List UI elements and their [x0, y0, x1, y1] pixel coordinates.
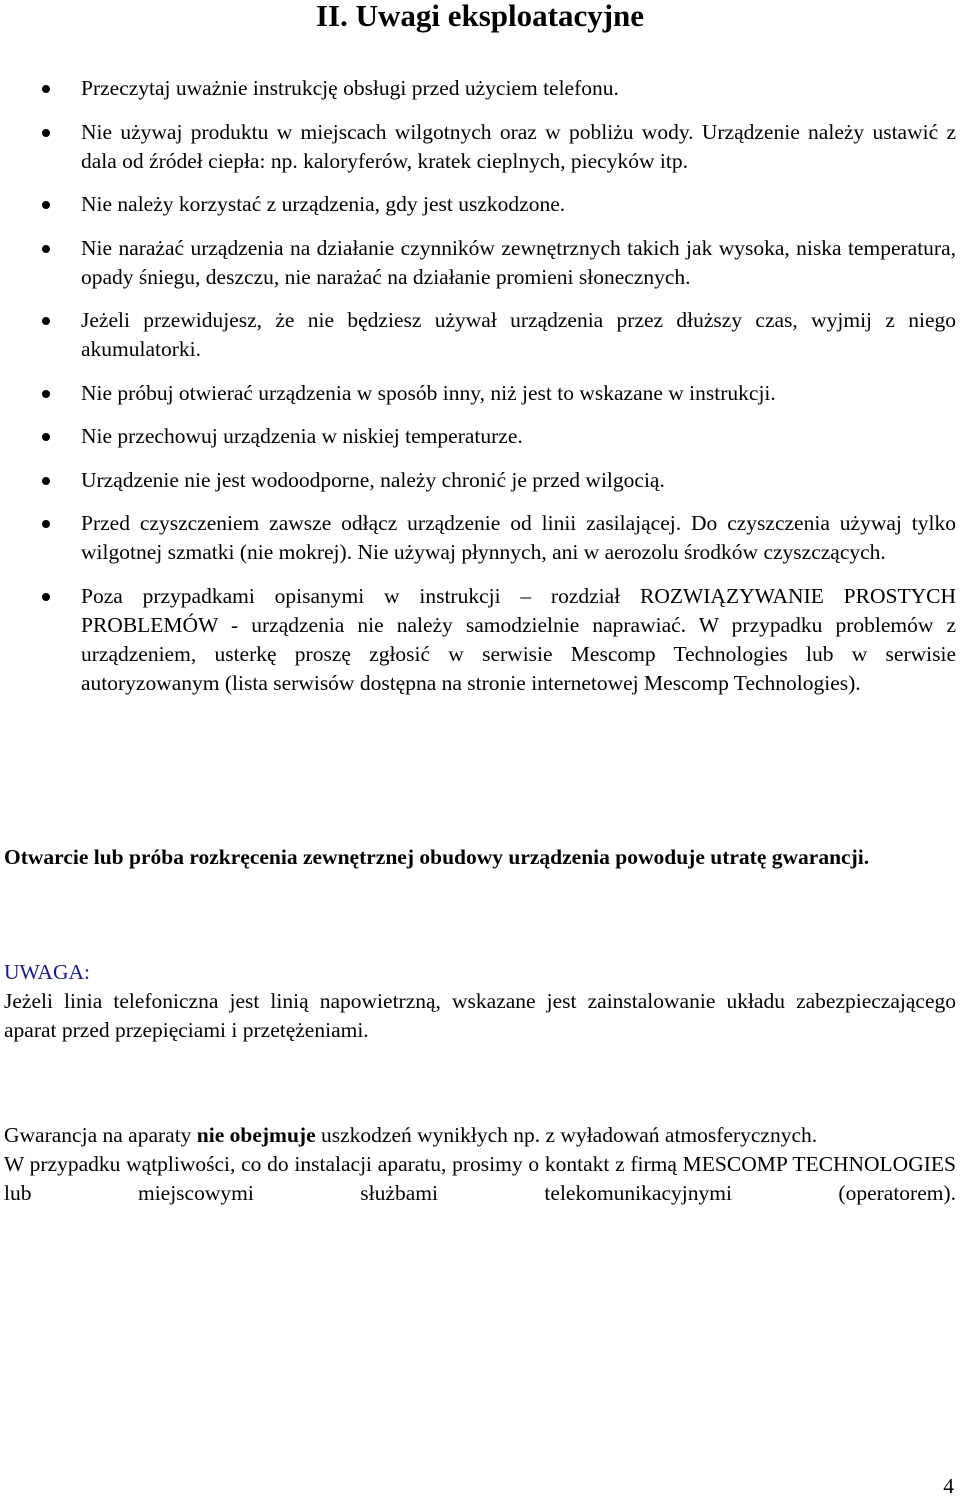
- list-item-text: Urządzenie nie jest wodoodporne, należy chronić je przed wilgocią.: [81, 467, 665, 492]
- list-item-text: Poza przypadkami opisanymi w instrukcji – rozdział ROZWIĄZYWANIE PROSTYCH PROBLEMÓW - urządzenia nie należy samodzielnie naprawiać. W przypadku problemów z urządzeniem, usterkę proszę zgłosić w serwisie Mescomp Technologies lub w serwisie autoryzowanym (lista serwisów dostępna na stronie internetowej Mescomp Technologies).: [81, 583, 956, 695]
- bullet-icon: [42, 129, 50, 137]
- bullet-icon: [42, 477, 50, 485]
- list-item-text: Nie próbuj otwierać urządzenia w sposób inny, niż jest to wskazane w instrukcji.: [81, 380, 776, 405]
- list-item-text: Przeczytaj uważnie instrukcję obsługi przed użyciem telefonu.: [81, 76, 619, 100]
- guarantee-text-before: Gwarancja na aparaty: [4, 1123, 197, 1147]
- bullet-icon: [42, 201, 50, 209]
- contact-paragraph: W przypadku wątpliwości, co do instalacji aparatu, prosimy o kontakt z firmą MESCOMP TECHNOLOGIES lub miejscowymi służbami telekomunikacyjnymi (operatorem).: [4, 1152, 956, 1205]
- guarantee-section: [4, 1121, 956, 1208]
- bullet-icon: [42, 433, 50, 441]
- list-item-text: Przed czyszczeniem zawsze odłącz urządzenie od linii zasilającej. Do czyszczenia używaj tylko wilgotnej szmatki (nie mokrej). Nie używaj płynnych, ani w aerozolu środków czyszczących.: [81, 511, 956, 564]
- guarantee-text-after: uszkodzeń wynikłych np. z wyładowań atmosferycznych.: [315, 1123, 818, 1147]
- uwaga-heading: UWAGA:: [4, 960, 90, 984]
- warranty-warning: Otwarcie lub próba rozkręcenia zewnętrznej obudowy urządzenia powoduje utratę gwarancji.: [4, 845, 870, 869]
- usage-notes-list: [0, 74, 960, 712]
- uwaga-text: Jeżeli linia telefoniczna jest linią napowietrzną, wskazane jest zainstalowanie układu zabezpieczającego aparat przed przepięciami i przetężeniami.: [4, 989, 956, 1042]
- bullet-icon: [42, 245, 50, 253]
- bullet-icon: [42, 520, 50, 528]
- list-item-text: Jeżeli przewidujesz, że nie będziesz używał urządzenia przez dłuższy czas, wyjmij z niego akumulatorki.: [81, 308, 956, 361]
- list-item-text: Nie przechowuj urządzenia w niskiej temperaturze.: [81, 424, 523, 448]
- list-item: [0, 234, 960, 292]
- list-item: [0, 509, 960, 567]
- list-item: [0, 118, 960, 176]
- bullet-icon: [42, 85, 50, 93]
- page-title: II. Uwagi eksploatacyjne: [315, 0, 645, 33]
- uwaga-section: [4, 958, 956, 1045]
- list-item: [0, 306, 960, 364]
- bullet-icon: [42, 593, 50, 601]
- list-item-text: Nie używaj produktu w miejscach wilgotnych oraz w pobliżu wody. Urządzenie należy ustawić z dala od źródeł ciepła: np. kaloryferów, kratek cieplnych, piecyków itp.: [81, 119, 956, 173]
- list-item-text: Nie należy korzystać z urządzenia, gdy jest uszkodzone.: [81, 192, 566, 216]
- guarantee-line: [4, 1121, 956, 1150]
- guarantee-emphasis: nie obejmuje: [196, 1123, 316, 1147]
- bullet-icon: [42, 390, 50, 398]
- bullet-icon: [42, 317, 50, 325]
- list-item: [0, 190, 960, 219]
- list-item: [0, 466, 960, 495]
- list-item-text: Nie narażać urządzenia na działanie czynników zewnętrznych takich jak wysoka, niska temperatura, opady śniegu, deszczu, nie narażać na działanie promieni słonecznych.: [81, 235, 956, 289]
- list-item: [0, 379, 960, 408]
- list-item: [0, 582, 960, 698]
- list-item: [0, 422, 960, 451]
- list-item: [0, 74, 960, 103]
- page-number: 4: [943, 1474, 954, 1498]
